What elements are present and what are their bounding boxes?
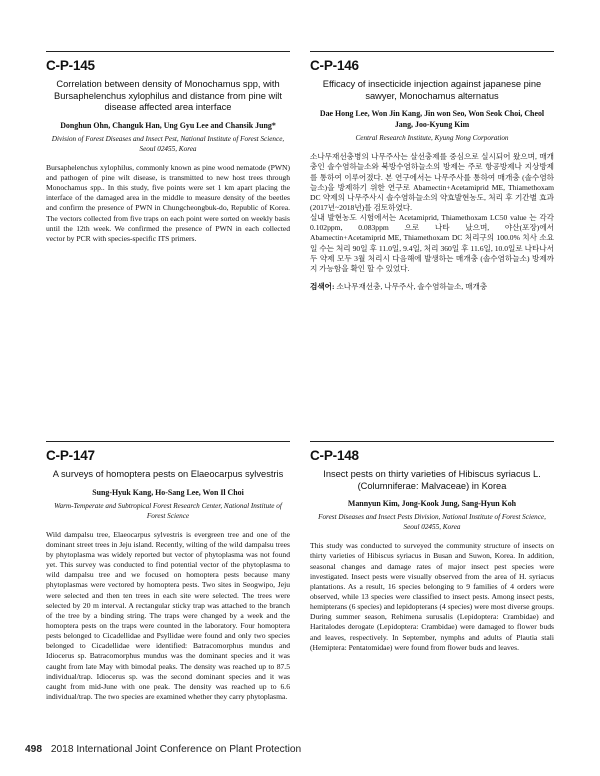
abstract-authors: Dae Hong Lee, Won Jin Kang, Jin won Seo, Won Seok Choi, Cheol Jang, Joo-Kyung Kim — [319, 109, 545, 130]
abstract-authors: Sung-Hyuk Kang, Ho-Sang Lee, Won Il Choi — [92, 487, 244, 497]
abstract-code: C-P-147 — [46, 448, 95, 463]
abstract-c-p-146 — [310, 51, 554, 292]
abstract-code: C-P-145 — [46, 58, 95, 73]
abstract-body: Wild dampalsu tree, Elaeocarpus sylvestris is evergreen tree and one of the dominant street trees in Jeju island. Recently, wilting of the wild dampalsu trees by phytoplasma was widely reported but vector of phytoplasma was not found yet. This survey was conducted to find potential vector of the phytoplasma to wild dampalsu tree and we focused on homoptera pests because many phytoplasmas were vectored by homoptera pests. Two sites in Seogwipo, Jeju were selected and then ten trees in each site were selected. The trees were selected by 20 m interval. A rectangular sticky trap was attached to the branch of the tree by a binding string. The traps were changed by a week and the homoptera pests on the traps were counted in the laboratory. Four homoptera pests belonged to Cicadellidae and Psyllidae were found and only two species belonged to Cicadellidae were identified: Batracomorphus mundus and Idiocerus sp. Batracomorphus mundus was the dominant species and it was caught from late May with bimodal peaks. The density was reached up to 87.5 individual/trap. Idiocerus sp. was the second dominant species and it was caught from mid-June with one peak. The density was reached up to 6.6 individual/trap. The two species are examined whether they carry phytoplasma. — [46, 529, 290, 702]
section-divider — [310, 51, 554, 52]
abstract-c-p-148 — [310, 441, 554, 653]
abstract-c-p-147 — [46, 441, 290, 702]
abstract-authors: Mannyun Kim, Jong-Kook Jung, Sang-Hyun Koh — [347, 499, 517, 509]
abstract-paragraph: 실내 발현농도 시험에서는 Acetamiprid, Thiamethoxam LC50 value 는 각각 0.102ppm, 0.083ppm 으로 나타 났으며, 야산(포장)에서 Abamectin+Acetamiprid ME, Thiamethoxam DC 처리구의 100.0% 치사 소요일 수는 처리 90일 후 11.0일, 9.4일, 처리 360일 후 11.6일, 10.0일로 나타나서 두 약제 모두 3월 처리시 다음해에 발생하는 매개충 (솔수염하늘소) 방제까지 가능함을 확인 할 수 있었다. — [310, 213, 554, 273]
page-footer — [25, 744, 301, 755]
section-divider — [46, 51, 290, 52]
keywords-label: 검색어: — [310, 282, 335, 292]
abstract-affiliation: Division of Forest Diseases and Insect Pest, National Institute of Forest Science, Seoul 02455, Korea — [51, 134, 285, 153]
abstract-affiliation: Warm-Temperate and Subtropical Forest Research Center, National Institute of Forest Science — [54, 501, 282, 520]
abstract-title: Insect pests on thirty varieties of Hibiscus syriacus L. (Columniferae: Malvaceae) in Korea — [323, 469, 541, 491]
page-number: 498 — [25, 744, 42, 755]
abstract-affiliation: Central Research Institute, Kyung Nong Corporation — [355, 134, 509, 143]
abstract-body — [310, 152, 554, 274]
section-divider — [310, 441, 554, 442]
abstract-title: Correlation between density of Monochamus spp, with Bursaphelenchus xylophilus and distance from pine wilt disease affected area interface — [54, 79, 282, 113]
keywords-list: 소나무재선충, 나무주사, 솔수염하늘소, 매개충 — [336, 282, 488, 292]
abstract-code: C-P-146 — [310, 58, 359, 73]
section-divider — [46, 441, 290, 442]
conference-name: 2018 International Joint Conference on Plant Protection — [50, 744, 302, 755]
abstract-authors: Donghun Ohn, Changuk Han, Ung Gyu Lee and Chansik Jung* — [60, 120, 276, 130]
abstract-paragraph: 소나무재선충병의 나무주사는 살선충제를 중심으로 실시되어 왔으며, 매개충인 솔수염하늘소와 북방수염하늘소의 방제는 주로 항공방제나 지상방제를 통하여 이루어졌다. 본 연구에서는 나무주사를 통하여 매개충 (솔수염하늘소)을 방제하기 위한 연구로 Abamectin+Acetamiprid ME, Thiamethoxam DC 약제의 나무주사시 솔수염하늘소의 약효발현농도, 처리 후 기간별 효과(2017년~2018년)를 검토하였다. — [310, 152, 554, 212]
keywords — [310, 281, 554, 292]
abstract-title: A surveys of homoptera pests on Elaeocarpus sylvestris — [52, 469, 284, 479]
abstract-body: Bursaphelenchus xylophilus, commonly known as pine wood nematode (PWN) and pathogen of pine wilt disease, is transmitted to new host trees through Monochamus spp.. In this study, five points were set 1 km apart placing the interface of the damaged area in the middle to measure density of the beetles and confirm the presence of PWN in Chungcheongbuk-do, Republic of Korea. The vectors collected from five traps on each point were sorted on weekly basis until the 12th week. We confirmed the presence of PWN in each collected vector by PCR with species-specific ITS primers. — [46, 162, 290, 243]
abstract-title: Efficacy of insecticide injection against japanese pine sawyer, Monochamus alternatus — [322, 79, 542, 101]
abstract-code: C-P-148 — [310, 448, 359, 463]
abstract-affiliation: Forest Diseases and Insect Pests Division, National Institute of Forest Science, Seoul 02455, Korea — [318, 513, 546, 532]
abstract-c-p-145 — [46, 51, 290, 244]
abstract-body: This study was conducted to surveyed the community structure of insects on thirty varieties of Hibiscus syriacus in Busan and Suwon, Korea. In addition, seasonal changes and damage rates of major insect pest species were investigated. Insect pests were visually observed from the area of H. syriacus plantations. As a result, 16 species belonging to 9 families of 4 orders were observed, while 13 species were classified to insect pests. Among insect pests, hemipterans (6 species) and lepidopterans (4 species) were most diverse groups. During summer season, Rehimena surusalis (Lepidoptera: Crambidae) and Haritalodes derogate (Lepidoptera: Crambidae) were damaged to flower buds and leaves, respectively. In September, nymphs and adults of Plautia stali (Hemiptera: Pentatomidae) were found from flower buds and leaves. — [310, 541, 554, 652]
